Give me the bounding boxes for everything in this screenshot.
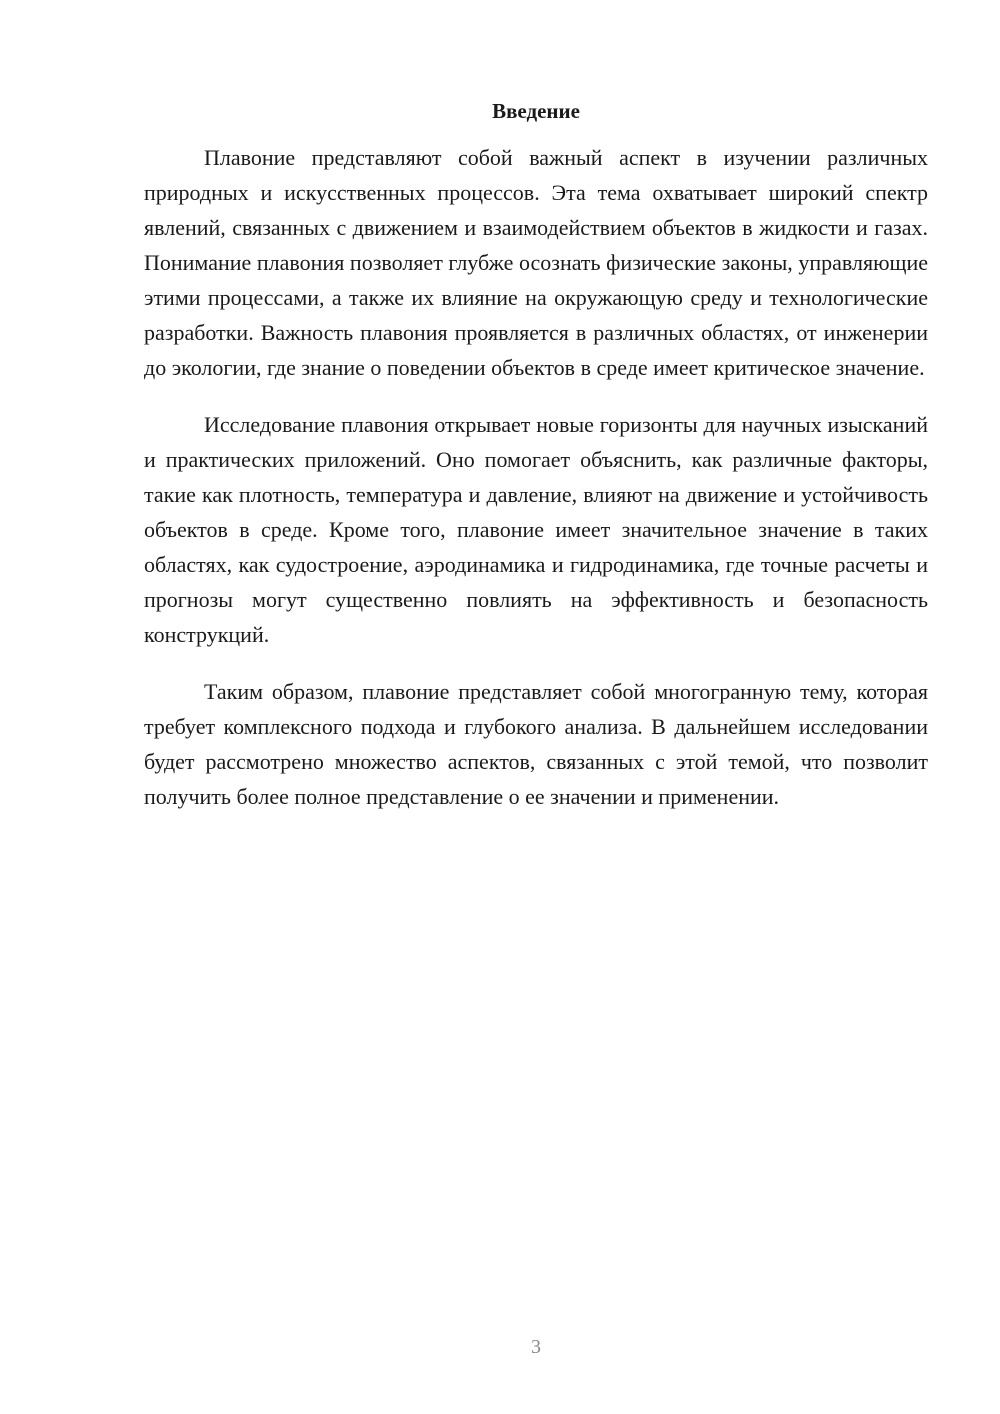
- paragraph-1: Плавоние представляют собой важный аспект в изучении различных природных и искусственных процессов. Эта тема охватывает широкий спектр явлений, связанных с движением и взаимодействием объектов в жидкости и газах. Понимание плавония позволяет глубже осознать физические законы, управляющие этими процессами, а также их влияние на окружающую среду и технологические разработки. Важность плавония проявляется в различных областях, от инженерии до экологии, где знание о поведении объектов в среде имеет критическое значение.: [144, 145, 928, 380]
- page-content: [144, 94, 928, 836]
- page-number: 3: [531, 1336, 541, 1358]
- section-title: Введение: [492, 99, 580, 123]
- paragraph-3: Таким образом, плавоние представляет собой многогранную тему, которая требует комплексного подхода и глубокого анализа. В дальнейшем исследовании будет рассмотрено множество аспектов, связанных с этой темой, что позволит получить более полное представление о ее значении и применении.: [144, 679, 928, 809]
- paragraph-2: Исследование плавония открывает новые горизонты для научных изысканий и практических приложений. Оно помогает объяснить, как различные факторы, такие как плотность, температура и давление, влияют на движение и устойчивость объектов в среде. Кроме того, плавоние имеет значительное значение в таких областях, как судостроение, аэродинамика и гидродинамика, где точные расчеты и прогнозы могут существенно повлиять на эффективность и безопасность конструкций.: [144, 412, 928, 647]
